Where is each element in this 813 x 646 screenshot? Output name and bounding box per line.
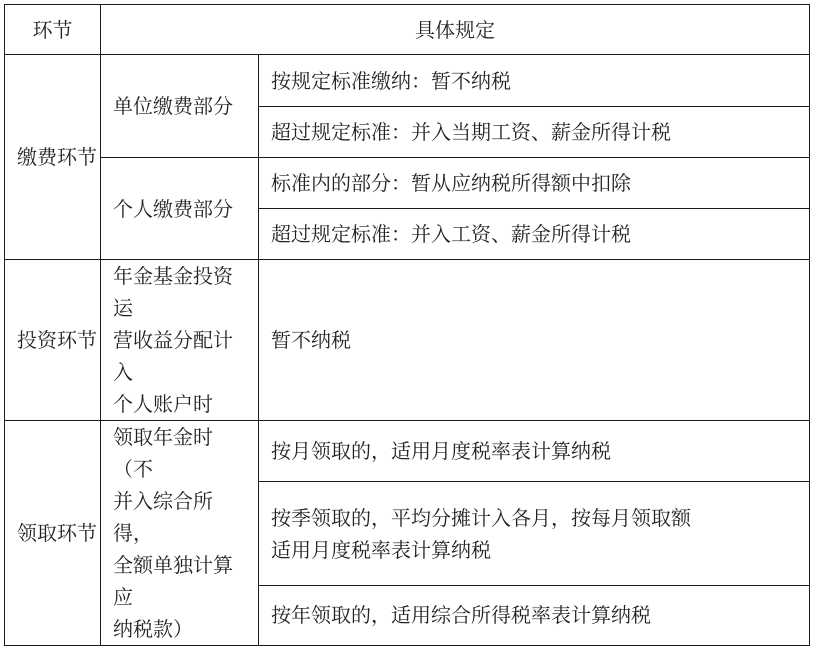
stage-cell-investment: 投资环节 xyxy=(5,260,101,421)
rule-cell: 按年领取的，适用综合所得税率表计算纳税 xyxy=(259,585,810,645)
rule-cell: 按月领取的，适用月度税率表计算纳税 xyxy=(259,421,810,482)
sub-cell-withdrawal xyxy=(101,421,259,646)
rule-cell xyxy=(259,482,810,585)
rule-cell: 超过规定标准：并入工资、薪金所得计税 xyxy=(259,209,810,260)
header-detail-cell: 具体规定 xyxy=(101,5,810,55)
header-stage-cell: 环节 xyxy=(5,5,101,55)
stage-cell-withdrawal: 领取环节 xyxy=(5,421,101,646)
stage-cell-contribution: 缴费环节 xyxy=(5,55,101,260)
sub-label-text: 年金基金投资运 营收益分配计入 个人账户时 xyxy=(113,264,233,416)
sub-cell-investment-income xyxy=(101,260,259,421)
rule-cell: 标准内的部分：暂从应纳税所得额中扣除 xyxy=(259,158,810,209)
sub-cell-employer-contribution: 单位缴费部分 xyxy=(101,55,259,158)
table-row xyxy=(5,421,810,482)
table-header-row xyxy=(5,5,810,55)
table-row xyxy=(5,158,810,209)
sub-cell-personal-contribution: 个人缴费部分 xyxy=(101,158,259,260)
rule-cell: 按规定标准缴纳：暂不纳税 xyxy=(259,55,810,107)
rule-cell: 超过规定标准：并入当期工资、薪金所得计税 xyxy=(259,107,810,158)
sub-label-text: 领取年金时（不 并入综合所得， 全额单独计算应 纳税款） xyxy=(113,425,233,641)
rule-cell: 暂不纳税 xyxy=(259,260,810,421)
table-row xyxy=(5,55,810,107)
table-row xyxy=(5,260,810,421)
pension-tax-rules-table xyxy=(4,4,810,646)
rule-text: 按季领取的，平均分摊计入各月，按每月领取额 适用月度税率表计算纳税 xyxy=(271,505,691,562)
